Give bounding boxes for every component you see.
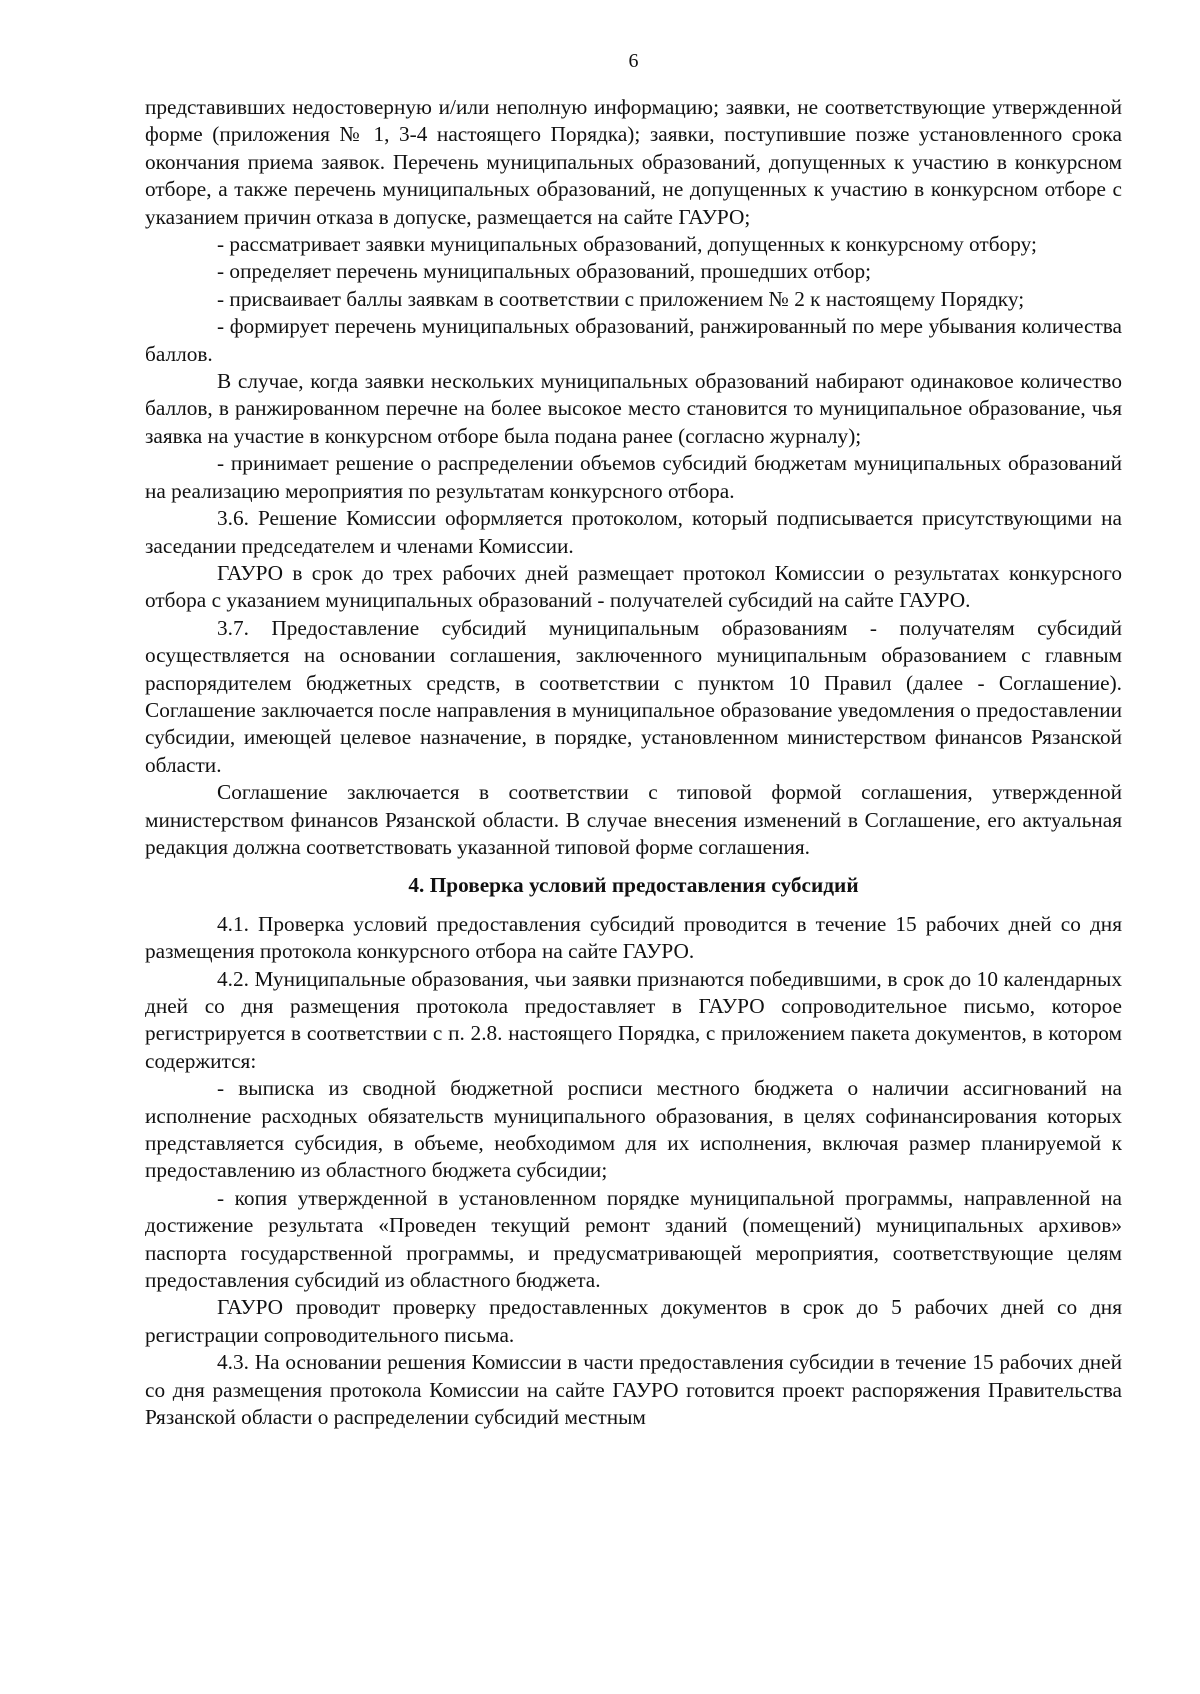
paragraph: 4.3. На основании решения Комиссии в части предоставления субсидии в течение 15 рабочих дней со дня размещения протокола Комиссии на сайте ГАУРО готовится проект распоряжения Правительства Рязанской области о распределении субсидий местным <box>145 1350 1122 1430</box>
paragraph: 4.1. Проверка условий предоставления субсидий проводится в течение 15 рабочих дней со дня размещения протокола конкурсного отбора на сайте ГАУРО. <box>145 911 1122 964</box>
paragraph: В случае, когда заявки нескольких муниципальных образований набирают одинаковое количество баллов, в ранжированном перечне на более высокое место становится то муниципальное образование, чья заявка на участие в конкурсном отборе была подана ранее (согласно журналу); <box>145 369 1122 448</box>
paragraph: - формирует перечень муниципальных образований, ранжированный по мере убывания количества баллов. <box>145 314 1122 366</box>
paragraph: - определяет перечень муниципальных образований, прошедших отбор; <box>217 259 872 284</box>
paragraph: 3.7. Предоставление субсидий муниципальным образованиям - получателям субсидий осуществляется на основании соглашения, заключенного муниципальным образованием с главным распорядителем бюджетных средств, в соответствии с пунктом 10 Правил (далее - Соглашение). Соглашение заключается после направления в муниципальное образование уведомления о предоставлении субсидии, имеющей целевое назначение, в порядке, установленном министерством финансов Рязанской области. <box>145 615 1122 777</box>
page-number: 6 <box>628 50 639 72</box>
document-page <box>145 48 1122 1432</box>
text-block-after <box>145 911 1122 1432</box>
paragraph: Соглашение заключается в соответствии с типовой формой соглашения, утвержденной министерством финансов Рязанской области. В случае внесения изменений в Соглашение, его актуальная редакция должна соответствовать указанной типовой форме соглашения. <box>145 780 1122 859</box>
paragraph: 4.2. Муниципальные образования, чьи заявки признаются победившими, в срок до 10 календарных дней со дня размещения протокола предоставляет в ГАУРО сопроводительное письмо, которое регистрируется в соответствии с п. 2.8. настоящего Порядка, с приложением пакета документов, в котором содержится: <box>145 966 1122 1073</box>
paragraph: ГАУРО в срок до трех рабочих дней размещает протокол Комиссии о результатах конкурсного отбора с указанием муниципальных образований - получателей субсидий на сайте ГАУРО. <box>145 560 1122 613</box>
paragraph: - принимает решение о распределении объемов субсидий бюджетам муниципальных образований на реализацию мероприятия по результатам конкурсного отбора. <box>145 451 1122 503</box>
paragraph: - рассматривает заявки муниципальных образований, допущенных к конкурсному отбору; <box>217 232 1037 257</box>
paragraph: ГАУРО проводит проверку предоставленных документов в срок до 5 рабочих дней со дня регистрации сопроводительного письма. <box>145 1295 1122 1347</box>
paragraph: - присваивает баллы заявкам в соответствии с приложением № 2 к настоящему Порядку; <box>217 286 1025 311</box>
text-block-before <box>145 94 1122 861</box>
paragraph: 3.6. Решение Комиссии оформляется протоколом, который подписывается присутствующими на заседании председателем и членами Комиссии. <box>145 506 1122 558</box>
section-heading: 4. Проверка условий предоставления субсидий <box>408 873 859 898</box>
paragraph: - копия утвержденной в установленном порядке муниципальной программы, направленной на достижение результата «Проведен текущий ремонт зданий (помещений) муниципальных архивов» паспорта государственной программы, и предусматривающей мероприятия, соответствующие целям предоставления субсидий из областного бюджета. <box>145 1185 1122 1293</box>
paragraph: - выписка из сводной бюджетной росписи местного бюджета о наличии ассигнований на исполнение расходных обязательств муниципального образования, в целях софинансирования которых представляется субсидия, в объеме, необходимом для их исполнения, включая размер планируемой к предоставлению из областного бюджета субсидии; <box>145 1076 1122 1183</box>
paragraph: представивших недостоверную и/или неполную информацию; заявки, не соответствующие утвержденной форме (приложения № 1, 3-4 настоящего Порядка); заявки, поступившие позже установленного срока окончания приема заявок. Перечень муниципальных образований, допущенных к участию в конкурсном отборе, а также перечень муниципальных образований, не допущенных к участию в конкурсном отборе с указанием причин отказа в допуске, размещается на сайте ГАУРО; <box>145 95 1122 229</box>
